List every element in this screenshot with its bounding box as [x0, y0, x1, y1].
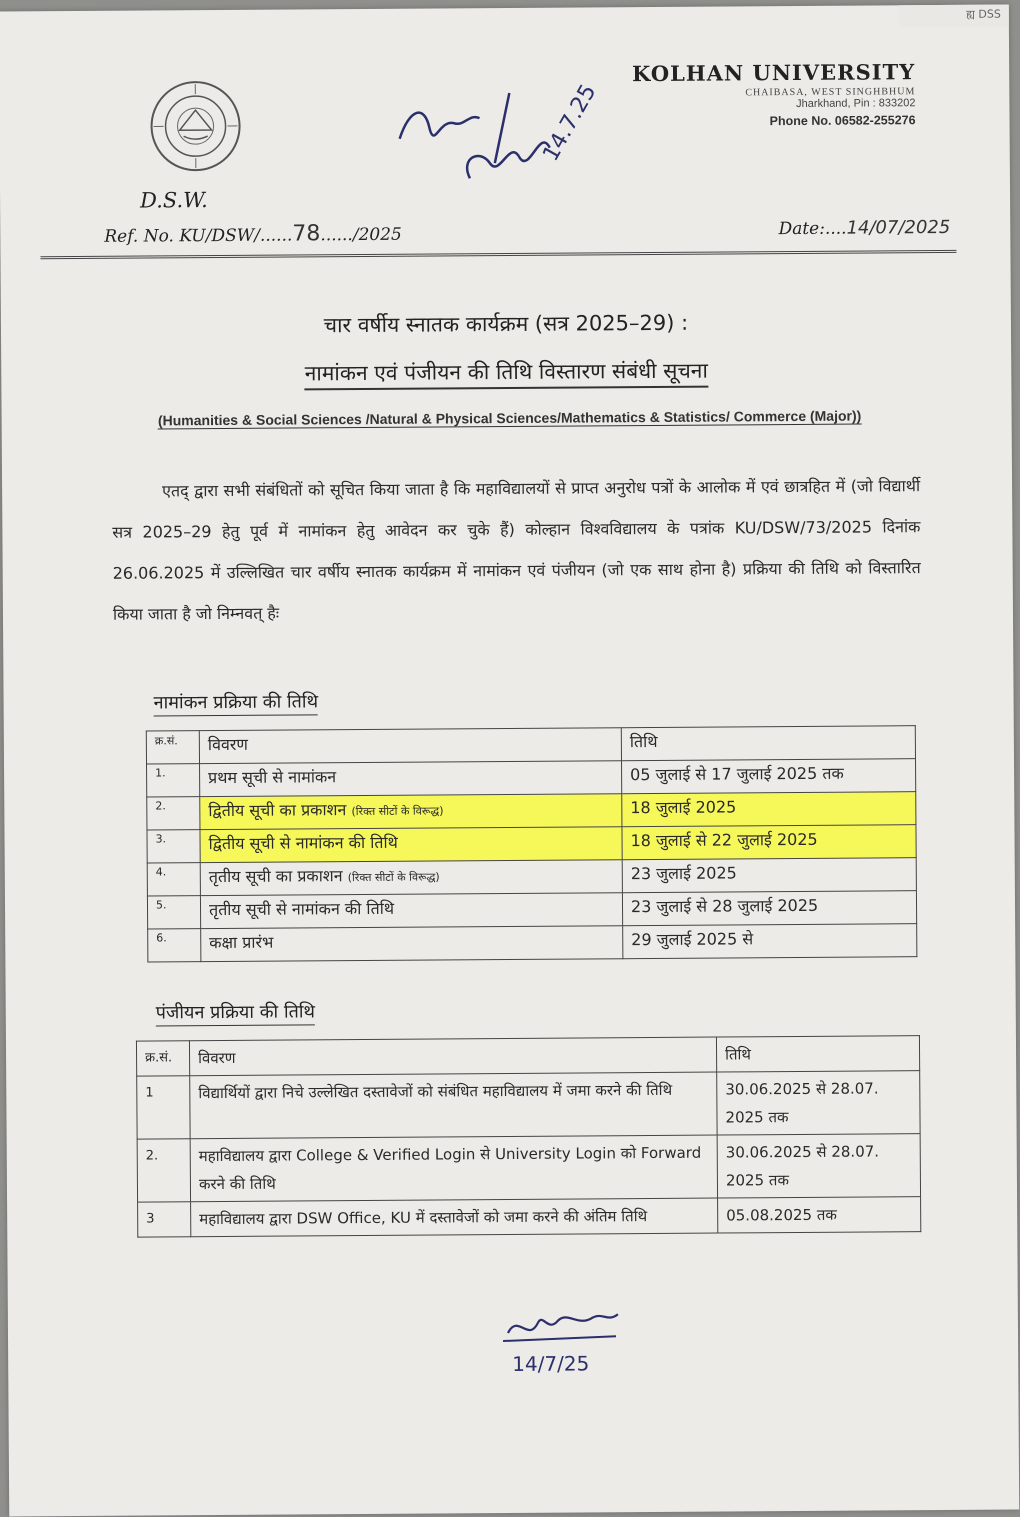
- admission-table: [146, 725, 918, 962]
- header-divider: [40, 250, 956, 261]
- row-sn: 2.: [147, 797, 200, 830]
- row-date: 23 जुलाई से 28 जुलाई 2025: [622, 891, 916, 926]
- row-date: 18 जुलाई 2025: [622, 792, 916, 827]
- column-header-sn: क्र.सं.: [146, 731, 199, 764]
- column-header-date: तिथि: [621, 726, 915, 761]
- signature-date: 14/7/25: [512, 1351, 590, 1376]
- row-desc: विद्यार्थियों द्वारा निचे उल्लेखित दस्तावेजों को संबंधित महाविद्यालय में जमा करने की तिथि: [190, 1072, 717, 1139]
- row-sn: 4.: [147, 863, 200, 896]
- column-header-sn: क्र.सं.: [136, 1041, 189, 1076]
- table-row: [148, 924, 917, 962]
- signature: [498, 1292, 629, 1383]
- university-seal-icon: [149, 80, 242, 173]
- notice-subtitle: नामांकन एवं पंजीयन की तिथि विस्तारण संबंधी सूचना: [1, 354, 1011, 389]
- handwritten-initials: [379, 67, 650, 189]
- row-desc: द्वितीय सूची से नामांकन की तिथि: [200, 827, 622, 863]
- table-header-row: [146, 726, 915, 764]
- row-sn: 6.: [148, 929, 201, 962]
- row-date: 05.08.2025 तक: [718, 1197, 921, 1233]
- row-desc: महाविद्यालय द्वारा College & Verified Login से University Login को Forward करने की तिथि: [190, 1135, 717, 1202]
- row-desc: प्रथम सूची से नामांकन: [200, 761, 622, 797]
- row-date: 29 जुलाई 2025 से: [623, 924, 917, 959]
- table-row: [147, 825, 916, 863]
- table-row: [147, 891, 916, 929]
- letterhead: [632, 59, 916, 129]
- row-desc: महाविद्यालय द्वारा DSW Office, KU में दस्तावेजों को जमा करने की अंतिम तिथि: [191, 1198, 718, 1237]
- row-sn: 2.: [137, 1139, 190, 1202]
- university-name: KOLHAN UNIVERSITY: [632, 59, 916, 87]
- row-sn: 5.: [147, 896, 200, 929]
- registration-heading: पंजीयन प्रक्रिया की तिथि: [156, 999, 315, 1024]
- subject-streams: (Humanities & Social Sciences /Natural & Physical Sciences/Mathematics & Statistics/ Commerce (Major)): [157, 407, 862, 429]
- registration-table: [136, 1035, 921, 1237]
- row-sn: 3.: [147, 830, 200, 863]
- row-date: 30.06.2025 से 28.07. 2025 तक: [717, 1134, 920, 1198]
- row-desc: तृतीय सूची से नामांकन की तिथि: [200, 893, 622, 929]
- table-row: [138, 1197, 921, 1237]
- row-sn: 3: [138, 1202, 191, 1237]
- notice-body: एतद् द्वारा सभी संबंधितों को सूचित किया जाता है कि महाविद्यालयों से प्राप्त अनुरोध पत्रों के आलोक में एवं छात्रहित में (जो विद्यार्थी सत्र 2025–29 हेतु पूर्व में नामांकन हेतु आवेदन कर चुके हैं) कोल्हान विश्वविद्यालय के पत्रांक KU/DSW/73/2025 दिनांक 26.06.2025 में उल्लिखित चार वर्षीय स्नातक कार्यक्रम में नामांकन एवं पंजीयन (जो एक साथ होना है) प्रक्रिया की तिथि को विस्तारित किया जाता है जो निम्नवत् हैः: [112, 476, 921, 624]
- row-date: 30.06.2025 से 28.07. 2025 तक: [717, 1071, 920, 1135]
- row-date: 05 जुलाई से 17 जुलाई 2025 तक: [622, 759, 916, 794]
- university-address: CHAIBASA, WEST SINGHBHUM: [745, 86, 916, 99]
- row-sn: 1: [137, 1076, 190, 1139]
- row-desc: द्वितीय सूची का प्रकाशन (रिक्त सीटों के विरूद्ध): [200, 794, 622, 830]
- table-row: [147, 858, 916, 896]
- column-header-desc: विवरण: [199, 728, 621, 764]
- admission-heading: नामांकन प्रक्रिया की तिथि: [154, 689, 319, 714]
- row-sn: 1.: [147, 764, 200, 797]
- handwritten-date-top: 14.7.25: [538, 80, 602, 166]
- office-label: D.S.W.: [139, 188, 208, 213]
- notice-title: चार वर्षीय स्नातक कार्यक्रम (सत्र 2025–29) :: [323, 310, 689, 338]
- corner-fragment: ह्य DSS: [899, 4, 1009, 27]
- table-row: [147, 792, 916, 830]
- university-phone: Phone No. 06582-255276: [769, 113, 916, 129]
- row-desc: तृतीय सूची का प्रकाशन (रिक्त सीटों के विरूद्ध): [200, 860, 622, 896]
- table-row: [147, 759, 916, 797]
- row-desc: कक्षा प्रारंभ: [201, 926, 623, 962]
- letter-date: Date:....14/07/2025: [778, 216, 951, 240]
- table-header-row: [136, 1036, 919, 1076]
- table-row: [137, 1134, 920, 1202]
- row-date: 23 जुलाई 2025: [622, 858, 916, 893]
- table-row: [137, 1071, 920, 1139]
- university-pin: Jharkhand, Pin : 833202: [796, 97, 916, 110]
- row-date: 18 जुलाई से 22 जुलाई 2025: [622, 825, 916, 860]
- reference-number: Ref. No. KU/DSW/......78....../2025: [104, 221, 402, 247]
- column-header-date: तिथि: [716, 1036, 919, 1072]
- column-header-desc: विवरण: [189, 1037, 716, 1076]
- document-page: [0, 4, 1019, 1516]
